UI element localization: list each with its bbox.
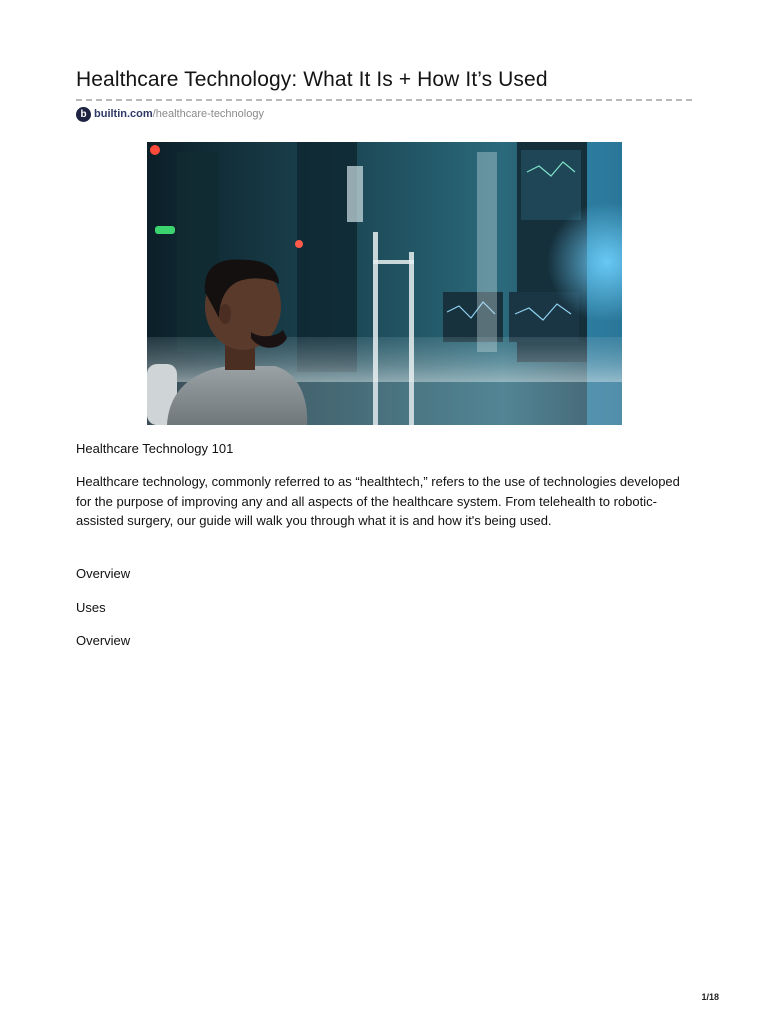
source-path: /healthcare-technology [152, 108, 264, 120]
page-title: Healthcare Technology: What It Is + How It’s Used [76, 68, 548, 91]
source-link[interactable] [76, 106, 264, 122]
photo-image-icon [147, 142, 622, 425]
title-divider [76, 99, 692, 101]
intro-paragraph: Healthcare technology, commonly referred to as “healthtech,” refers to the use of technologies developed for the purpose of improving any and all aspects of the healthcare system. From telehealth to robotic-assisted surgery, our guide will walk you through what it is and how it's being used. [76, 474, 680, 528]
hero-image [147, 142, 622, 425]
source-domain: builtin.com [94, 108, 153, 120]
section-subheading: Healthcare Technology 101 [76, 441, 234, 456]
toc-item-uses: Uses [76, 600, 106, 615]
toc-item-overview: Overview [76, 566, 131, 581]
toc-item-overview-2: Overview [76, 633, 131, 648]
builtin-logo-icon: b [76, 107, 91, 122]
page-number: 1/18 [701, 992, 719, 1002]
